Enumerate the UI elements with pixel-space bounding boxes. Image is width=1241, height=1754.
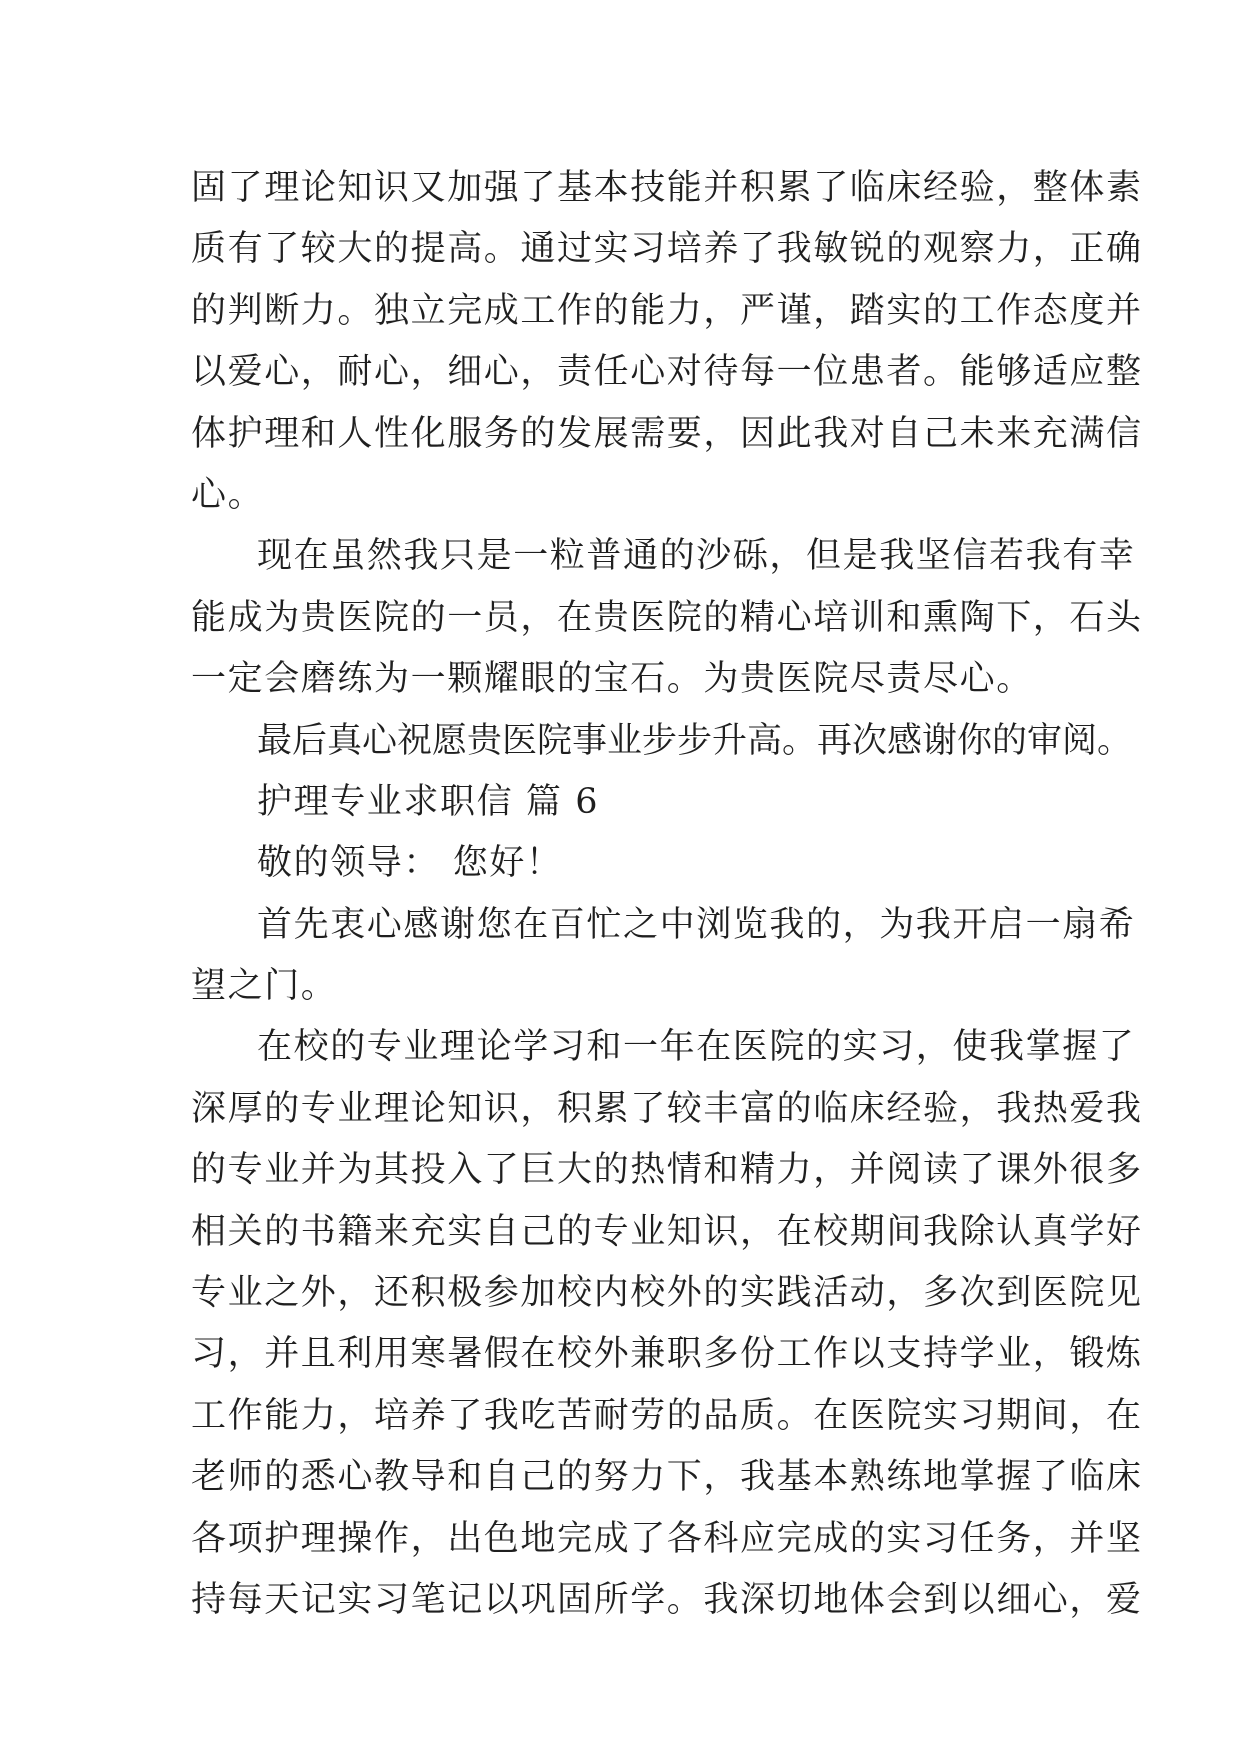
text-line: 望之门。 xyxy=(191,966,338,1007)
paragraph-start-line: 最后真心祝愿贵医院事业步步升高。再次感谢你的审阅。 xyxy=(257,720,1133,761)
text-line: 工作能力，培养了我吃苦耐劳的品质。在医院实习期间，在 xyxy=(191,1395,1143,1436)
text-line: 能成为贵医院的一员，在贵医院的精心培训和熏陶下，石头 xyxy=(191,597,1143,638)
text-line: 专业之外，还积极参加校内校外的实践活动，多次到医院见 xyxy=(191,1273,1143,1314)
text-line: 心。 xyxy=(191,474,265,515)
text-line: 固了理论知识又加强了基本技能并积累了临床经验，整体素 xyxy=(191,168,1143,208)
section-heading: 护理专业求职信 篇 6 xyxy=(257,781,600,822)
salutation-line: 敬的领导： 您好！ xyxy=(257,843,563,884)
text-line: 质有了较大的提高。通过实习培养了我敏锐的观察力，正确 xyxy=(191,229,1143,270)
paragraph-start-line: 现在虽然我只是一粒普通的沙砾，但是我坚信若我有幸 xyxy=(257,536,1136,577)
text-line: 习，并且利用寒暑假在校外兼职多份工作以支持学业，锻炼 xyxy=(191,1334,1143,1375)
text-line: 的判断力。独立完成工作的能力，严谨，踏实的工作态度并 xyxy=(191,290,1143,331)
paragraph-start-line: 在校的专业理论学习和一年在医院的实习，使我掌握了 xyxy=(257,1027,1136,1068)
text-line: 以爱心，耐心，细心，责任心对待每一位患者。能够适应整 xyxy=(191,352,1143,393)
text-line: 老师的悉心教导和自己的努力下，我基本熟练地掌握了临床 xyxy=(191,1457,1143,1498)
text-line: 一定会磨练为一颗耀眼的宝石。为贵医院尽责尽心。 xyxy=(191,659,1033,700)
text-line: 相关的书籍来充实自己的专业知识，在校期间我除认真学好 xyxy=(191,1211,1143,1252)
text-line: 深厚的专业理论知识，积累了较丰富的临床经验，我热爱我 xyxy=(191,1088,1143,1129)
document-body xyxy=(191,158,1143,1631)
text-line: 各项护理操作，出色地完成了各科应完成的实习任务，并坚 xyxy=(191,1518,1143,1559)
text-line: 体护理和人性化服务的发展需要，因此我对自己未来充满信 xyxy=(191,413,1143,454)
text-line: 的专业并为其投入了巨大的热情和精力，并阅读了课外很多 xyxy=(191,1150,1143,1191)
paragraph-start-line: 首先衷心感谢您在百忙之中浏览我的，为我开启一扇希 xyxy=(257,904,1136,945)
text-line: 持每天记实习笔记以巩固所学。我深切地体会到以细心，爱 xyxy=(191,1579,1143,1620)
